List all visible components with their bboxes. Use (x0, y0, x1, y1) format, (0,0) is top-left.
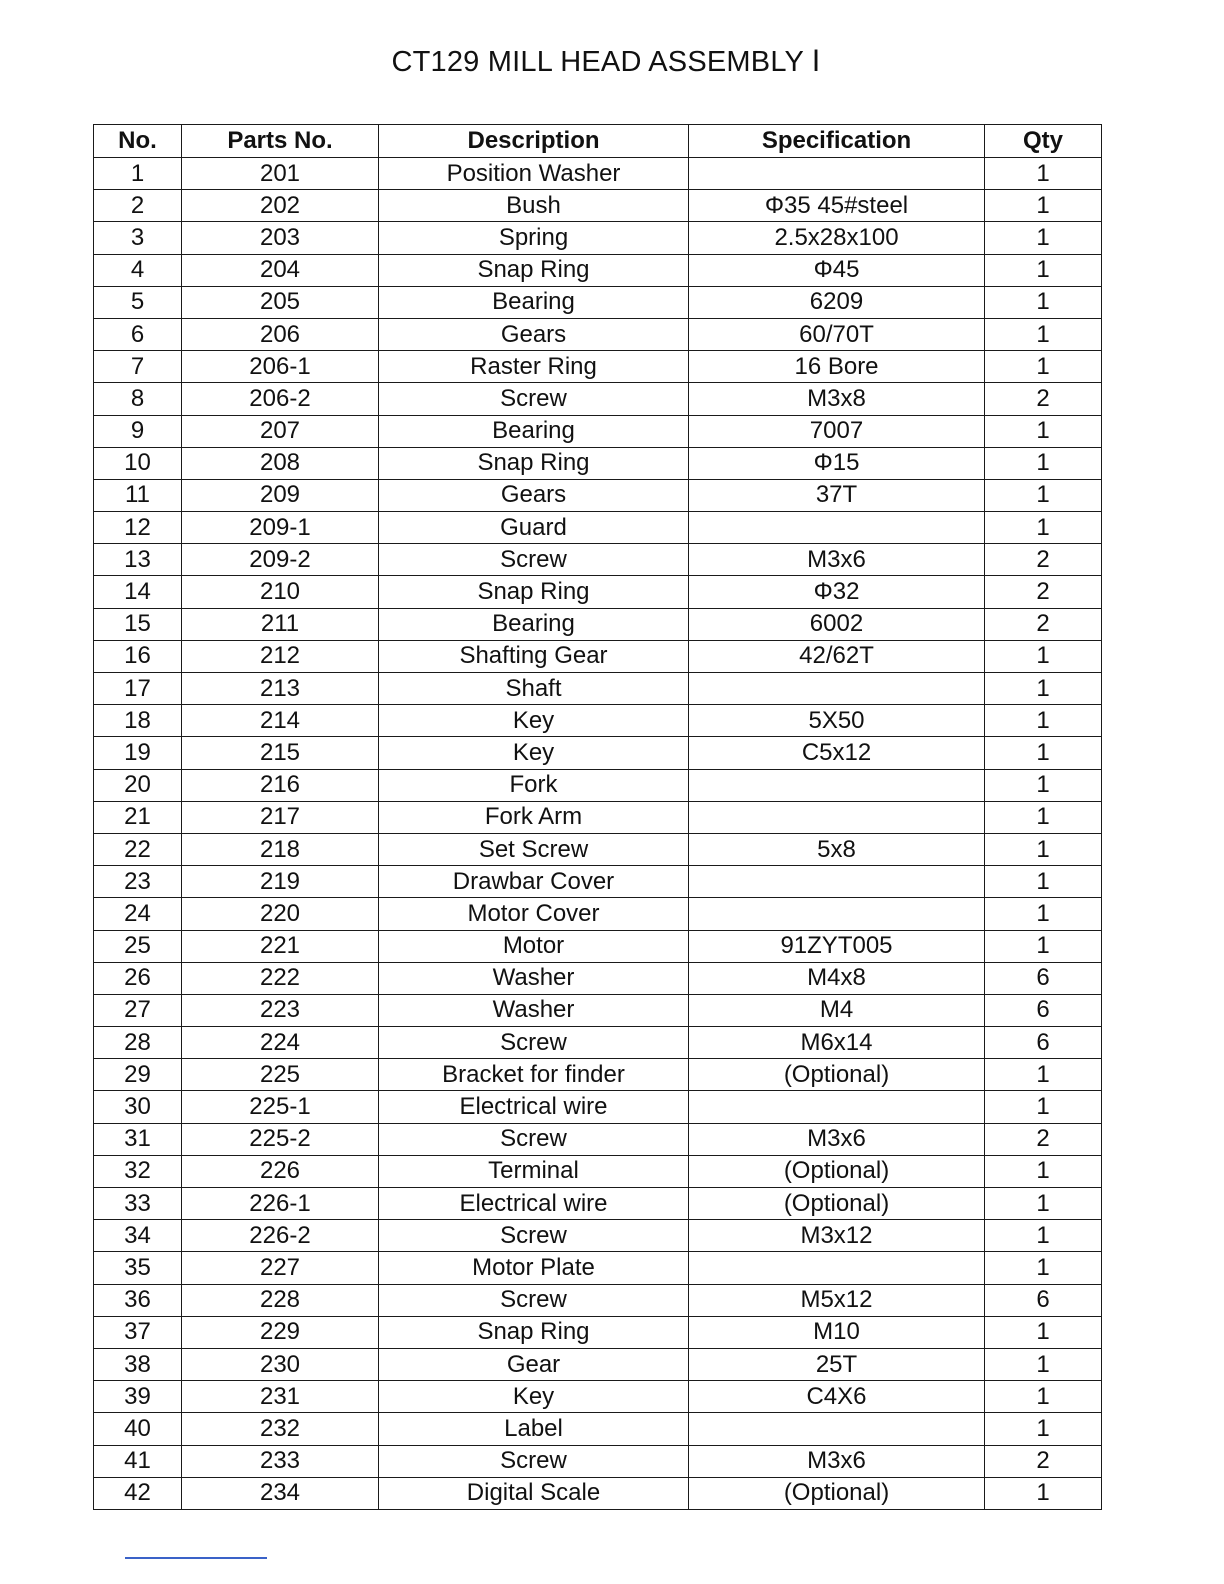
cell-parts-no: 226-1 (182, 1188, 379, 1220)
cell-parts-no: 227 (182, 1252, 379, 1284)
cell-no: 37 (94, 1316, 182, 1348)
cell-specification: M5x12 (689, 1284, 985, 1316)
table-row (94, 705, 1102, 737)
cell-qty: 1 (985, 1413, 1102, 1445)
table-row (94, 415, 1102, 447)
cell-specification (689, 898, 985, 930)
cell-specification: M10 (689, 1316, 985, 1348)
col-header-qty: Qty (985, 125, 1102, 158)
table-row (94, 1413, 1102, 1445)
table-row (94, 576, 1102, 608)
table-row (94, 254, 1102, 286)
cell-no: 22 (94, 833, 182, 865)
cell-qty: 1 (985, 254, 1102, 286)
cell-qty: 2 (985, 544, 1102, 576)
cell-parts-no: 228 (182, 1284, 379, 1316)
cell-no: 38 (94, 1348, 182, 1380)
table-row (94, 994, 1102, 1026)
cell-description: Shafting Gear (379, 640, 689, 672)
table-row (94, 898, 1102, 930)
cell-qty: 1 (985, 866, 1102, 898)
cell-description: Screw (379, 544, 689, 576)
cell-specification: M4 (689, 994, 985, 1026)
cell-description: Screw (379, 1123, 689, 1155)
cell-description: Electrical wire (379, 1188, 689, 1220)
cell-description: Key (379, 1381, 689, 1413)
cell-description: Snap Ring (379, 576, 689, 608)
table-row (94, 1477, 1102, 1509)
cell-parts-no: 226-2 (182, 1220, 379, 1252)
cell-no: 20 (94, 769, 182, 801)
cell-no: 7 (94, 351, 182, 383)
cell-qty: 2 (985, 1123, 1102, 1155)
cell-no: 13 (94, 544, 182, 576)
cell-description: Set Screw (379, 833, 689, 865)
cell-parts-no: 210 (182, 576, 379, 608)
table-row (94, 866, 1102, 898)
cell-no: 21 (94, 801, 182, 833)
cell-parts-no: 205 (182, 286, 379, 318)
cell-parts-no: 203 (182, 222, 379, 254)
table-row (94, 351, 1102, 383)
cell-description: Screw (379, 383, 689, 415)
table-row (94, 544, 1102, 576)
cell-qty: 1 (985, 447, 1102, 479)
cell-specification: 6002 (689, 608, 985, 640)
cell-no: 29 (94, 1059, 182, 1091)
cell-no: 23 (94, 866, 182, 898)
table-row (94, 1284, 1102, 1316)
cell-parts-no: 201 (182, 158, 379, 190)
table-row (94, 640, 1102, 672)
cell-qty: 6 (985, 1027, 1102, 1059)
cell-qty: 1 (985, 1091, 1102, 1123)
cell-parts-no: 215 (182, 737, 379, 769)
bottom-underline-mark (125, 1557, 267, 1559)
cell-specification (689, 512, 985, 544)
cell-specification: 60/70T (689, 318, 985, 350)
cell-no: 40 (94, 1413, 182, 1445)
cell-parts-no: 230 (182, 1348, 379, 1380)
cell-parts-no: 233 (182, 1445, 379, 1477)
cell-qty: 1 (985, 673, 1102, 705)
cell-description: Bush (379, 190, 689, 222)
cell-specification: Φ15 (689, 447, 985, 479)
cell-description: Guard (379, 512, 689, 544)
page-title: CT129 MILL HEAD ASSEMBLY Ⅰ (391, 46, 821, 78)
cell-description: Screw (379, 1284, 689, 1316)
cell-parts-no: 221 (182, 930, 379, 962)
cell-specification (689, 769, 985, 801)
cell-specification: 6209 (689, 286, 985, 318)
cell-parts-no: 217 (182, 801, 379, 833)
cell-qty: 1 (985, 1316, 1102, 1348)
cell-qty: 1 (985, 286, 1102, 318)
cell-parts-no: 206-2 (182, 383, 379, 415)
table-row (94, 833, 1102, 865)
cell-description: Spring (379, 222, 689, 254)
cell-no: 28 (94, 1027, 182, 1059)
table-header-row (94, 125, 1102, 158)
cell-parts-no: 225 (182, 1059, 379, 1091)
cell-description: Snap Ring (379, 1316, 689, 1348)
table-row (94, 1220, 1102, 1252)
cell-qty: 1 (985, 1059, 1102, 1091)
cell-qty: 1 (985, 801, 1102, 833)
cell-specification (689, 801, 985, 833)
cell-specification: (Optional) (689, 1059, 985, 1091)
cell-specification: M3x6 (689, 1123, 985, 1155)
cell-description: Terminal (379, 1155, 689, 1187)
table-row (94, 286, 1102, 318)
cell-description: Snap Ring (379, 254, 689, 286)
cell-description: Washer (379, 962, 689, 994)
table-row (94, 447, 1102, 479)
cell-specification: 91ZYT005 (689, 930, 985, 962)
cell-description: Raster Ring (379, 351, 689, 383)
cell-description: Bearing (379, 608, 689, 640)
cell-description: Bracket for finder (379, 1059, 689, 1091)
cell-qty: 1 (985, 705, 1102, 737)
col-header-no: No. (94, 125, 182, 158)
cell-qty: 1 (985, 512, 1102, 544)
cell-parts-no: 207 (182, 415, 379, 447)
cell-qty: 1 (985, 737, 1102, 769)
cell-no: 1 (94, 158, 182, 190)
cell-no: 30 (94, 1091, 182, 1123)
table-row (94, 962, 1102, 994)
cell-specification: M3x12 (689, 1220, 985, 1252)
cell-parts-no: 216 (182, 769, 379, 801)
cell-specification: M3x6 (689, 1445, 985, 1477)
table-row (94, 1155, 1102, 1187)
table-row (94, 1091, 1102, 1123)
cell-specification (689, 866, 985, 898)
cell-parts-no: 209 (182, 479, 379, 511)
cell-specification: (Optional) (689, 1155, 985, 1187)
cell-qty: 1 (985, 769, 1102, 801)
cell-parts-no: 206-1 (182, 351, 379, 383)
cell-no: 32 (94, 1155, 182, 1187)
cell-specification: Φ32 (689, 576, 985, 608)
cell-qty: 2 (985, 576, 1102, 608)
cell-specification: C4X6 (689, 1381, 985, 1413)
cell-no: 12 (94, 512, 182, 544)
table-row (94, 737, 1102, 769)
cell-description: Screw (379, 1220, 689, 1252)
table-row (94, 769, 1102, 801)
cell-parts-no: 232 (182, 1413, 379, 1445)
cell-description: Drawbar Cover (379, 866, 689, 898)
cell-qty: 1 (985, 1155, 1102, 1187)
cell-no: 15 (94, 608, 182, 640)
cell-parts-no: 229 (182, 1316, 379, 1348)
table-row (94, 1381, 1102, 1413)
cell-no: 35 (94, 1252, 182, 1284)
cell-no: 31 (94, 1123, 182, 1155)
cell-qty: 2 (985, 383, 1102, 415)
table-row (94, 608, 1102, 640)
cell-specification: Φ35 45#steel (689, 190, 985, 222)
table-row (94, 318, 1102, 350)
table-row (94, 1348, 1102, 1380)
cell-qty: 6 (985, 962, 1102, 994)
cell-qty: 1 (985, 158, 1102, 190)
table-row (94, 190, 1102, 222)
cell-description: Shaft (379, 673, 689, 705)
cell-description: Label (379, 1413, 689, 1445)
cell-qty: 1 (985, 190, 1102, 222)
cell-parts-no: 212 (182, 640, 379, 672)
cell-qty: 1 (985, 640, 1102, 672)
cell-parts-no: 223 (182, 994, 379, 1026)
cell-specification (689, 158, 985, 190)
table-row (94, 1316, 1102, 1348)
cell-no: 5 (94, 286, 182, 318)
cell-specification: M6x14 (689, 1027, 985, 1059)
cell-description: Fork (379, 769, 689, 801)
col-header-specification: Specification (689, 125, 985, 158)
cell-description: Motor (379, 930, 689, 962)
cell-description: Screw (379, 1027, 689, 1059)
cell-qty: 1 (985, 318, 1102, 350)
parts-table (93, 124, 1102, 1510)
cell-description: Snap Ring (379, 447, 689, 479)
cell-specification: 25T (689, 1348, 985, 1380)
table-row (94, 673, 1102, 705)
cell-qty: 1 (985, 1252, 1102, 1284)
col-header-description: Description (379, 125, 689, 158)
cell-description: Fork Arm (379, 801, 689, 833)
cell-specification: 42/62T (689, 640, 985, 672)
cell-qty: 1 (985, 1220, 1102, 1252)
cell-specification (689, 1252, 985, 1284)
cell-description: Key (379, 737, 689, 769)
cell-qty: 1 (985, 351, 1102, 383)
cell-description: Screw (379, 1445, 689, 1477)
cell-qty: 6 (985, 994, 1102, 1026)
cell-description: Gears (379, 479, 689, 511)
cell-qty: 1 (985, 479, 1102, 511)
cell-no: 26 (94, 962, 182, 994)
table-row (94, 512, 1102, 544)
cell-description: Motor Plate (379, 1252, 689, 1284)
cell-parts-no: 220 (182, 898, 379, 930)
cell-no: 4 (94, 254, 182, 286)
cell-no: 14 (94, 576, 182, 608)
cell-specification: M3x6 (689, 544, 985, 576)
table-row (94, 930, 1102, 962)
cell-specification (689, 1091, 985, 1123)
cell-parts-no: 209-2 (182, 544, 379, 576)
cell-parts-no: 231 (182, 1381, 379, 1413)
cell-no: 10 (94, 447, 182, 479)
cell-qty: 6 (985, 1284, 1102, 1316)
cell-no: 24 (94, 898, 182, 930)
cell-qty: 1 (985, 222, 1102, 254)
cell-parts-no: 218 (182, 833, 379, 865)
table-row (94, 1445, 1102, 1477)
cell-parts-no: 222 (182, 962, 379, 994)
cell-no: 25 (94, 930, 182, 962)
cell-specification: M3x8 (689, 383, 985, 415)
cell-qty: 1 (985, 1477, 1102, 1509)
cell-description: Digital Scale (379, 1477, 689, 1509)
cell-qty: 1 (985, 930, 1102, 962)
table-row (94, 158, 1102, 190)
cell-specification: (Optional) (689, 1477, 985, 1509)
cell-parts-no: 234 (182, 1477, 379, 1509)
cell-specification: 5x8 (689, 833, 985, 865)
cell-no: 33 (94, 1188, 182, 1220)
cell-no: 8 (94, 383, 182, 415)
cell-no: 17 (94, 673, 182, 705)
col-header-parts-no: Parts No. (182, 125, 379, 158)
cell-parts-no: 214 (182, 705, 379, 737)
table-row (94, 1027, 1102, 1059)
cell-no: 36 (94, 1284, 182, 1316)
cell-parts-no: 211 (182, 608, 379, 640)
cell-parts-no: 204 (182, 254, 379, 286)
parts-table-body (94, 158, 1102, 1510)
cell-no: 9 (94, 415, 182, 447)
cell-specification: 37T (689, 479, 985, 511)
cell-qty: 1 (985, 415, 1102, 447)
table-row (94, 479, 1102, 511)
cell-no: 18 (94, 705, 182, 737)
cell-description: Motor Cover (379, 898, 689, 930)
cell-specification: 2.5x28x100 (689, 222, 985, 254)
cell-parts-no: 224 (182, 1027, 379, 1059)
table-row (94, 801, 1102, 833)
cell-description: Washer (379, 994, 689, 1026)
cell-qty: 1 (985, 833, 1102, 865)
cell-description: Electrical wire (379, 1091, 689, 1123)
cell-description: Bearing (379, 415, 689, 447)
cell-no: 16 (94, 640, 182, 672)
table-row (94, 222, 1102, 254)
cell-parts-no: 206 (182, 318, 379, 350)
table-row (94, 1059, 1102, 1091)
cell-no: 11 (94, 479, 182, 511)
cell-qty: 1 (985, 1348, 1102, 1380)
cell-parts-no: 225-2 (182, 1123, 379, 1155)
cell-specification (689, 673, 985, 705)
cell-parts-no: 226 (182, 1155, 379, 1187)
cell-specification: C5x12 (689, 737, 985, 769)
cell-specification: 16 Bore (689, 351, 985, 383)
cell-parts-no: 208 (182, 447, 379, 479)
cell-qty: 2 (985, 1445, 1102, 1477)
cell-parts-no: 213 (182, 673, 379, 705)
cell-description: Gears (379, 318, 689, 350)
cell-no: 34 (94, 1220, 182, 1252)
table-row (94, 1123, 1102, 1155)
cell-no: 42 (94, 1477, 182, 1509)
cell-no: 3 (94, 222, 182, 254)
cell-qty: 2 (985, 608, 1102, 640)
cell-no: 2 (94, 190, 182, 222)
cell-no: 6 (94, 318, 182, 350)
cell-specification: 7007 (689, 415, 985, 447)
cell-parts-no: 225-1 (182, 1091, 379, 1123)
cell-description: Position Washer (379, 158, 689, 190)
cell-specification: M4x8 (689, 962, 985, 994)
table-row (94, 383, 1102, 415)
cell-description: Gear (379, 1348, 689, 1380)
cell-specification: (Optional) (689, 1188, 985, 1220)
cell-qty: 1 (985, 1188, 1102, 1220)
cell-parts-no: 209-1 (182, 512, 379, 544)
cell-parts-no: 219 (182, 866, 379, 898)
cell-qty: 1 (985, 1381, 1102, 1413)
cell-specification: 5X50 (689, 705, 985, 737)
cell-description: Bearing (379, 286, 689, 318)
cell-qty: 1 (985, 898, 1102, 930)
table-row (94, 1188, 1102, 1220)
cell-no: 39 (94, 1381, 182, 1413)
cell-specification: Φ45 (689, 254, 985, 286)
cell-no: 41 (94, 1445, 182, 1477)
cell-no: 27 (94, 994, 182, 1026)
cell-specification (689, 1413, 985, 1445)
table-row (94, 1252, 1102, 1284)
cell-parts-no: 202 (182, 190, 379, 222)
cell-description: Key (379, 705, 689, 737)
cell-no: 19 (94, 737, 182, 769)
